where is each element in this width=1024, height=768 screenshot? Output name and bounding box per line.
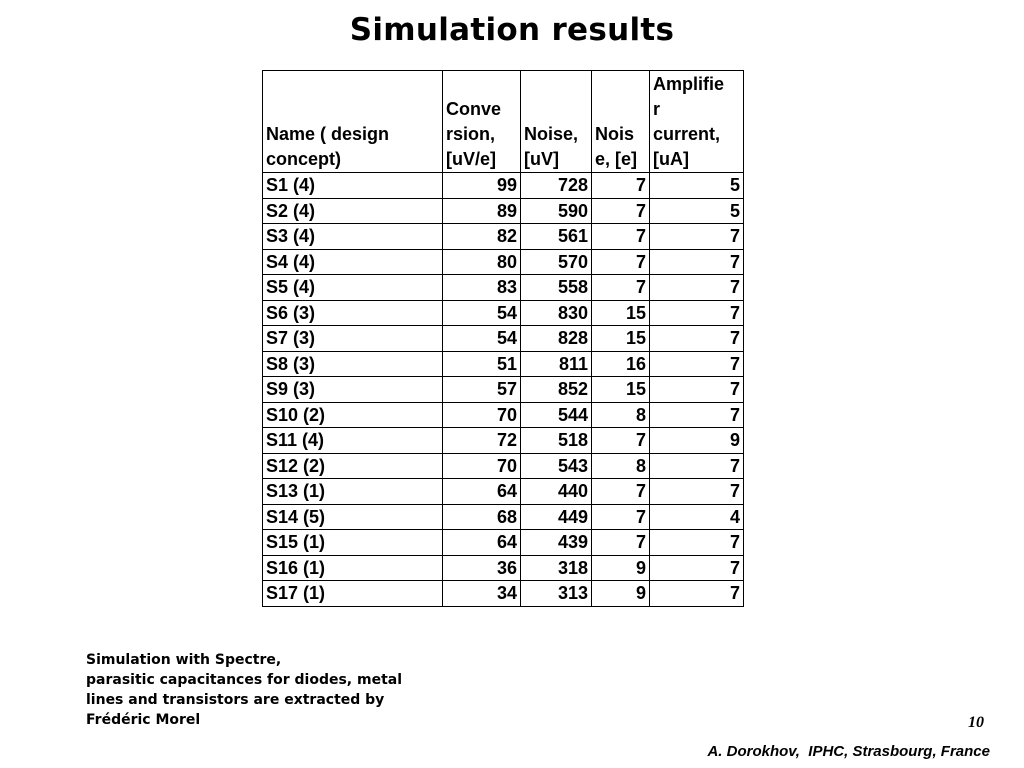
cell-value: 558 [521, 275, 592, 301]
cell-value: 54 [443, 326, 521, 352]
table-row [263, 530, 744, 556]
page-title: Simulation results [349, 12, 675, 48]
cell-value: 83 [443, 275, 521, 301]
cell-value: 728 [521, 173, 592, 199]
cell-value: 7 [650, 479, 744, 505]
cell-value: 64 [443, 479, 521, 505]
cell-value: 9 [592, 581, 650, 607]
table-row [263, 402, 744, 428]
note-line: Frédéric Morel [86, 712, 201, 728]
cell-value: 99 [443, 173, 521, 199]
note-line: Simulation with Spectre, [86, 652, 282, 668]
cell-value: 68 [443, 504, 521, 530]
cell-name: S17 (1) [263, 581, 443, 607]
table-row [263, 453, 744, 479]
cell-value: 54 [443, 300, 521, 326]
cell-name: S8 (3) [263, 351, 443, 377]
table-row [263, 326, 744, 352]
cell-value: 7 [650, 402, 744, 428]
cell-name: S7 (3) [263, 326, 443, 352]
cell-value: 518 [521, 428, 592, 454]
footer-author: A. Dorokhov, IPHC, Strasbourg, France [707, 743, 990, 760]
cell-value: 70 [443, 453, 521, 479]
cell-name: S6 (3) [263, 300, 443, 326]
table-row [263, 173, 744, 199]
table-row [263, 479, 744, 505]
simulation-note [86, 650, 446, 730]
cell-value: 5 [650, 173, 744, 199]
table-row [263, 300, 744, 326]
cell-name: S15 (1) [263, 530, 443, 556]
cell-name: S2 (4) [263, 198, 443, 224]
cell-value: 64 [443, 530, 521, 556]
cell-value: 72 [443, 428, 521, 454]
cell-value: 7 [592, 504, 650, 530]
header-conversion: Conve rsion, [uV/e] [443, 71, 521, 173]
cell-name: S16 (1) [263, 555, 443, 581]
cell-value: 318 [521, 555, 592, 581]
cell-value: 9 [592, 555, 650, 581]
note-line: lines and transistors are extracted by [86, 692, 385, 708]
cell-value: 7 [650, 249, 744, 275]
cell-name: S3 (4) [263, 224, 443, 250]
cell-name: S5 (4) [263, 275, 443, 301]
cell-value: 7 [650, 581, 744, 607]
header-amplifier-current: Amplifie r current, [uA] [650, 71, 744, 173]
cell-name: S9 (3) [263, 377, 443, 403]
cell-value: 7 [650, 326, 744, 352]
cell-value: 7 [650, 351, 744, 377]
cell-value: 34 [443, 581, 521, 607]
cell-value: 4 [650, 504, 744, 530]
table-row [263, 504, 744, 530]
cell-value: 51 [443, 351, 521, 377]
cell-name: S4 (4) [263, 249, 443, 275]
cell-value: 7 [592, 275, 650, 301]
cell-value: 7 [592, 428, 650, 454]
cell-value: 7 [592, 249, 650, 275]
cell-value: 89 [443, 198, 521, 224]
note-line: parasitic capacitances for diodes, metal [86, 672, 403, 688]
cell-name: S12 (2) [263, 453, 443, 479]
cell-name: S1 (4) [263, 173, 443, 199]
cell-value: 590 [521, 198, 592, 224]
cell-name: S11 (4) [263, 428, 443, 454]
cell-value: 57 [443, 377, 521, 403]
cell-value: 7 [592, 479, 650, 505]
cell-name: S10 (2) [263, 402, 443, 428]
cell-value: 544 [521, 402, 592, 428]
cell-value: 7 [650, 453, 744, 479]
table-row [263, 351, 744, 377]
table-row [263, 275, 744, 301]
table-row [263, 555, 744, 581]
cell-value: 811 [521, 351, 592, 377]
cell-value: 7 [650, 555, 744, 581]
cell-value: 7 [650, 300, 744, 326]
cell-value: 80 [443, 249, 521, 275]
table-row [263, 249, 744, 275]
cell-value: 7 [592, 198, 650, 224]
cell-value: 440 [521, 479, 592, 505]
cell-value: 830 [521, 300, 592, 326]
table-row [263, 224, 744, 250]
cell-value: 7 [650, 377, 744, 403]
cell-value: 828 [521, 326, 592, 352]
cell-value: 9 [650, 428, 744, 454]
cell-value: 15 [592, 326, 650, 352]
header-noise-uv: Noise, [uV] [521, 71, 592, 173]
cell-value: 570 [521, 249, 592, 275]
cell-value: 15 [592, 377, 650, 403]
table-row [263, 428, 744, 454]
cell-value: 7 [592, 224, 650, 250]
table-header-row [263, 71, 744, 173]
cell-value: 5 [650, 198, 744, 224]
table-row [263, 581, 744, 607]
header-noise-e: Nois e, [e] [592, 71, 650, 173]
header-name: Name ( design concept) [263, 71, 443, 173]
cell-value: 852 [521, 377, 592, 403]
cell-value: 7 [592, 173, 650, 199]
table-row [263, 198, 744, 224]
cell-value: 7 [650, 530, 744, 556]
results-table [262, 70, 744, 607]
cell-value: 439 [521, 530, 592, 556]
cell-name: S14 (5) [263, 504, 443, 530]
page-number: 10 [968, 714, 984, 731]
cell-value: 7 [650, 224, 744, 250]
cell-value: 15 [592, 300, 650, 326]
cell-value: 449 [521, 504, 592, 530]
cell-name: S13 (1) [263, 479, 443, 505]
cell-value: 313 [521, 581, 592, 607]
cell-value: 7 [592, 530, 650, 556]
cell-value: 543 [521, 453, 592, 479]
cell-value: 561 [521, 224, 592, 250]
cell-value: 16 [592, 351, 650, 377]
table-body [263, 173, 744, 607]
table-row [263, 377, 744, 403]
cell-value: 70 [443, 402, 521, 428]
cell-value: 82 [443, 224, 521, 250]
cell-value: 7 [650, 275, 744, 301]
cell-value: 8 [592, 402, 650, 428]
cell-value: 8 [592, 453, 650, 479]
cell-value: 36 [443, 555, 521, 581]
